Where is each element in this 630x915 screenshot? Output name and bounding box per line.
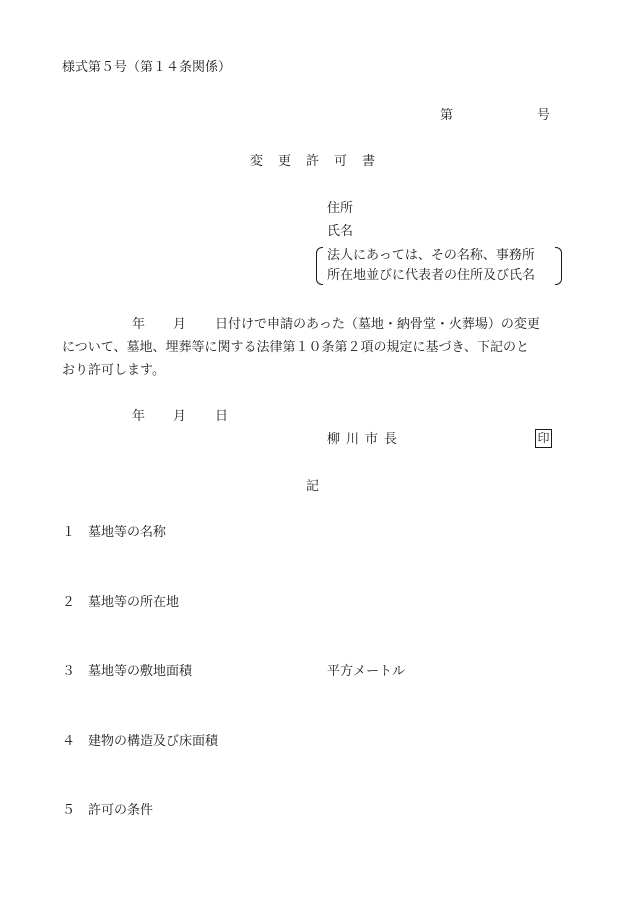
issuer-char: 川 (346, 432, 360, 447)
corporation-note-line2: 所在地並びに代表者の住所及び氏名 (327, 268, 536, 283)
item-value-unit: 平方メートル (327, 664, 406, 679)
title-char: 可 (334, 154, 348, 169)
corporation-note-line1: 法人にあっては、その名称、事務所 (327, 248, 535, 263)
item-label: 墓地等の敷地面積 (88, 664, 193, 679)
item-label: 墓地等の名称 (88, 525, 167, 540)
body-line3: おり許可します。 (62, 363, 165, 378)
bracket-right-icon (555, 247, 562, 285)
item-label: 許可の条件 (88, 803, 154, 818)
item-number: ４ (62, 734, 76, 749)
date-month: 月 (173, 409, 187, 424)
ki-heading: 記 (306, 479, 320, 494)
body-line2: について、墓地、埋葬等に関する法律第１０条第２項の規定に基づき、下記のと (62, 340, 529, 355)
title-char: 変 (250, 154, 264, 169)
body-year: 年 (132, 317, 146, 332)
item-number: ５ (62, 803, 76, 818)
number-suffix: 号 (537, 108, 551, 123)
body-month: 月 (173, 317, 187, 332)
item-number: ３ (62, 664, 76, 679)
body-line1: 日付けで申請のあった（墓地・納骨堂・火葬場）の変更 (215, 317, 540, 332)
address-label: 住所 (327, 201, 354, 216)
form-label: 様式第５号（第１４条関係） (62, 60, 232, 75)
item-number: １ (62, 525, 76, 540)
item-label: 墓地等の所在地 (88, 595, 180, 610)
item-label: 建物の構造及び床面積 (88, 734, 219, 749)
title-char: 更 (278, 154, 292, 169)
date-day: 日 (215, 409, 229, 424)
title-char: 書 (362, 154, 376, 169)
issuer-char: 長 (384, 432, 398, 447)
name-label: 氏名 (327, 224, 354, 239)
title-char: 許 (306, 154, 320, 169)
seal-stamp: 印 (535, 429, 552, 448)
issuer-char: 市 (365, 432, 379, 447)
bracket-left-icon (316, 247, 323, 285)
date-year: 年 (132, 409, 146, 424)
issuer-char: 柳 (327, 432, 341, 447)
number-prefix: 第 (440, 108, 454, 123)
item-number: ２ (62, 595, 76, 610)
